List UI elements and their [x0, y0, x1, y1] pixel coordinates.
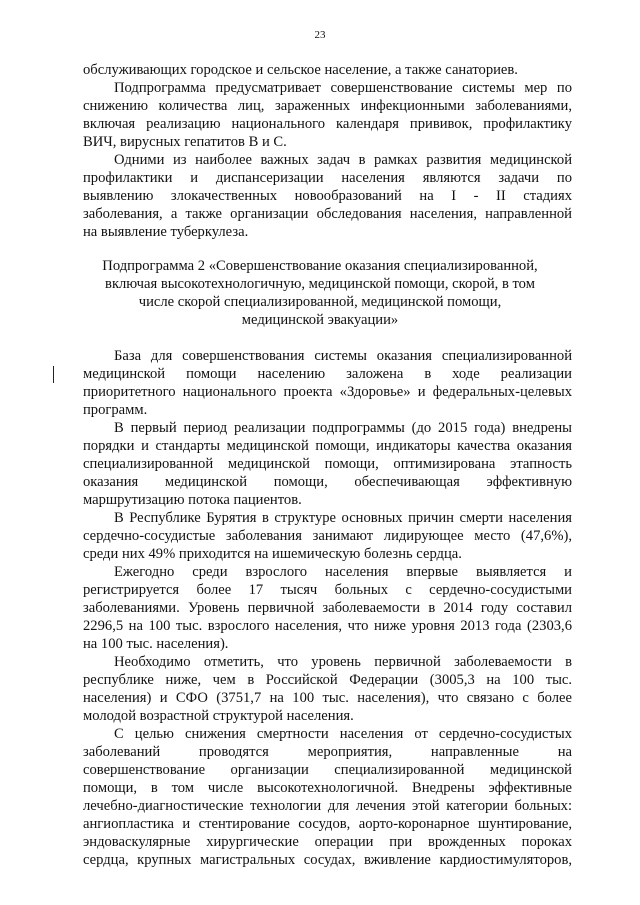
subprogram-heading-line: числе скорой специализированной, медицинской помощи,: [138, 294, 502, 310]
text-line: профилактики и диспансеризации населения являются задачи по: [83, 170, 572, 186]
text-line: заболеваний проводятся мероприятия, направленные на: [83, 744, 572, 760]
text-line: С целью снижения смертности населения от сердечно-сосудистых: [114, 726, 572, 742]
subprogram-heading-line: медицинской эвакуации»: [241, 312, 399, 328]
text-line: Одними из наиболее важных задач в рамках развития медицинской: [114, 152, 572, 168]
text-line: медицинской помощи населению заложена в ходе реализации: [83, 366, 572, 382]
text-line: на 100 тыс. населения).: [83, 636, 229, 652]
text-line: снижению количества лиц, зараженных инфекционными заболеваниями,: [83, 98, 572, 114]
text-line: ВИЧ, вирусных гепатитов В и С.: [83, 134, 287, 150]
text-line: заболеваниями. Уровень первичной заболеваемости в 2014 году составил: [83, 600, 572, 616]
text-line: Подпрограмма предусматривает совершенствование системы мер по: [114, 80, 572, 96]
text-line: Необходимо отметить, что уровень первичной заболеваемости в: [114, 654, 572, 670]
text-line: совершенствование организации специализированной медицинской: [83, 762, 572, 778]
text-line: сердечно-сосудистые заболевания занимают лидирующее место (47,6%),: [83, 528, 572, 544]
text-line: специализированной медицинской помощи, оптимизирована этапность: [83, 456, 572, 472]
text-line: молодой возрастной структурой населения.: [83, 708, 354, 724]
text-line: на выявление туберкулеза.: [83, 224, 249, 240]
subprogram-heading-line: включая высокотехнологичную, медицинской помощи, скорой, в том: [105, 276, 535, 292]
text-line: сердца, крупных магистральных сосудах, вживление кардиостимуляторов,: [83, 852, 572, 868]
page-number: 23: [314, 29, 326, 41]
text-line: порядки и стандарты медицинской помощи, индикаторы качества оказания: [83, 438, 572, 454]
text-line: Ежегодно среди взрослого населения впервые выявляется и: [114, 564, 572, 580]
margin-change-bar: [53, 366, 54, 383]
text-line: маршрутизацию потока пациентов.: [83, 492, 302, 508]
text-line: регистрируется более 17 тысяч больных с сердечно-сосудистыми: [83, 582, 572, 598]
text-line: ангиопластика и стентирование сосудов, аорто-коронарное шунтирование,: [83, 816, 572, 832]
text-line: лечебно-диагностические технологии для лечения этой категории больных:: [83, 798, 572, 814]
text-line: 2296,5 на 100 тыс. взрослого населения, что ниже уровня 2013 года (2303,6: [83, 618, 572, 634]
text-line: обслуживающих городское и сельское население, а также санаториев.: [83, 62, 518, 78]
text-line: В первый период реализации подпрограммы (до 2015 года) внедрены: [114, 420, 572, 436]
text-line: среди них 49% приходится на ишемическую болезнь сердца.: [83, 546, 462, 562]
text-line: эндоваскулярные хирургические операции при врожденных пороках: [83, 834, 572, 850]
text-line: программ.: [83, 402, 148, 418]
text-line: В Республике Бурятия в структуре основных причин смерти населения: [114, 510, 572, 526]
text-line: База для совершенствования системы оказания специализированной: [114, 348, 572, 364]
text-line: заболевания, а также организации обследования населения, направленной: [83, 206, 572, 222]
text-line: включая реализацию национального календаря прививок, профилактику: [83, 116, 572, 132]
text-line: приоритетного национального проекта «Здоровье» и федеральных-целевых: [83, 384, 572, 400]
subprogram-heading-line: Подпрограмма 2 «Совершенствование оказания специализированной,: [102, 258, 538, 274]
text-line: республике ниже, чем в Российской Федерации (3005,3 на 100 тыс.: [83, 672, 572, 688]
text-line: помощи, в том числе высокотехнологичной. Внедрены эффективные: [83, 780, 572, 796]
text-line: населения) и СФО (3751,7 на 100 тыс. населения), что связано с более: [83, 690, 572, 706]
text-line: выявлению злокачественных новообразований на I - II стадиях: [83, 188, 572, 204]
text-line: оказания медицинской помощи, обеспечивающая эффективную: [83, 474, 572, 490]
